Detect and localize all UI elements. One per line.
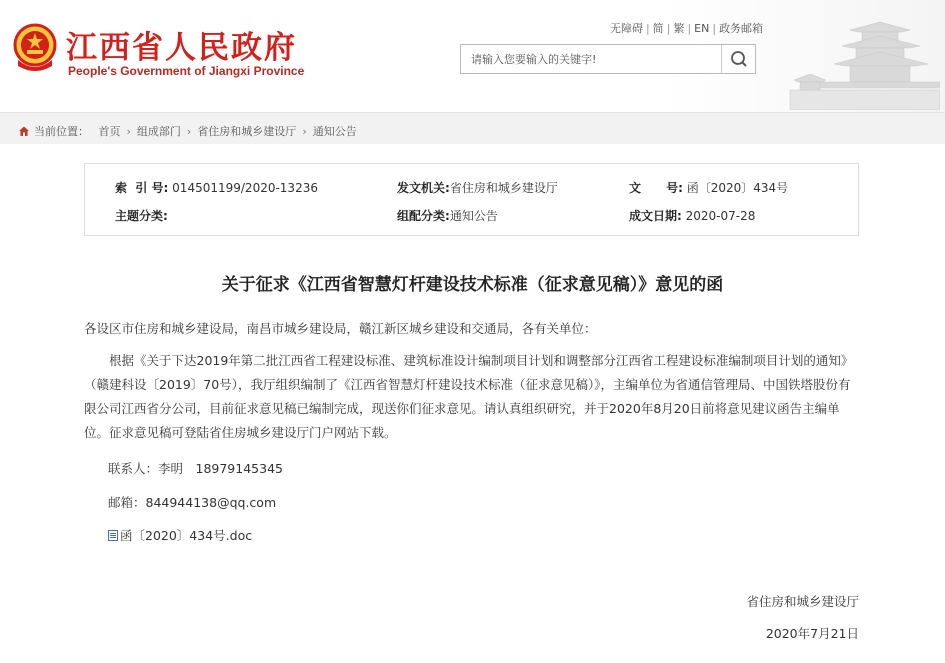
document-number: 文 号: 函〔2020〕434号 bbox=[629, 181, 789, 195]
issuing-authority: 发文机关:省住房和城乡建设厅 bbox=[397, 181, 558, 195]
document-info-box bbox=[84, 163, 859, 236]
search-input[interactable] bbox=[461, 45, 721, 73]
search-icon bbox=[722, 45, 756, 73]
signature-date: 2020年7月21日 bbox=[765, 626, 859, 641]
breadcrumb-notices[interactable]: 通知公告 bbox=[312, 125, 357, 138]
search-box bbox=[460, 44, 756, 74]
breadcrumb-departments[interactable]: 组成部门 bbox=[136, 125, 181, 138]
breadcrumb: 当前位置： 首页 › 组成部门 › 省住房和城乡建设厅 › 通知公告 bbox=[18, 123, 357, 139]
gov-mail-link[interactable]: 政务邮箱 bbox=[719, 22, 764, 35]
breadcrumb-housing-dept[interactable]: 省住房和城乡建设厅 bbox=[197, 125, 297, 138]
search-button[interactable] bbox=[721, 45, 755, 73]
topic-category: 主题分类: bbox=[115, 209, 168, 223]
contact-email: 邮箱：844944138@qq.com bbox=[108, 495, 277, 510]
breadcrumb-home[interactable]: 首页 bbox=[98, 125, 121, 138]
article-title: 关于征求《江西省智慧灯杆建设技术标准（征求意见稿）》意见的函 bbox=[221, 275, 724, 295]
contact-person: 联系人：李明 18979145345 bbox=[108, 461, 283, 476]
pavilion-illustration bbox=[780, 10, 940, 110]
national-emblem-icon bbox=[12, 22, 58, 74]
site-title[interactable]: 江西省人民政府 bbox=[66, 30, 297, 66]
english-link[interactable]: EN bbox=[694, 22, 710, 35]
site-subtitle: People's Government of Jiangxi Province bbox=[68, 64, 305, 78]
home-icon bbox=[18, 125, 30, 137]
site-header bbox=[0, 0, 945, 112]
attachment-link[interactable] bbox=[108, 524, 252, 548]
attachment-filename[interactable]: 函〔2020〕434号.doc bbox=[120, 528, 253, 543]
signature-organization: 省住房和城乡建设厅 bbox=[746, 594, 859, 609]
group-category: 组配分类:通知公告 bbox=[397, 209, 498, 223]
top-links: 无障碍 | 简 | 繁 | EN | 政务邮箱 bbox=[610, 22, 764, 35]
accessibility-link[interactable]: 无障碍 bbox=[610, 22, 643, 35]
salutation: 各设区市住房和城乡建设局，南昌市城乡建设局，赣江新区城乡建设和交通局，各有关单位： bbox=[84, 321, 597, 336]
index-number: 索 引 号: 014501199/2020-13236 bbox=[115, 181, 318, 195]
written-date: 成文日期: 2020-07-28 bbox=[629, 209, 756, 223]
simplified-chinese-link[interactable]: 简 bbox=[652, 22, 664, 35]
breadcrumb-label: 当前位置： bbox=[34, 125, 89, 138]
article-body: 根据《关于下达2019年第二批江西省工程建设标准、建筑标准设计编制项目计划和调整部分江西省工程建设标准编制项目计划的通知》（赣建科设〔2019〕70号），我厅组织编制了《江西省智慧灯杆建设技术标准（征求意见稿）》，主编单位为省通信管理局、中国铁塔股份有限公司江西省分公司，目前征求意见稿已编制完成，现送你们征求意见。请认真组织研究，并于2020年8月20日前将意见建议函告主编单位。征求意见稿可登陆省住房城乡建设厅门户网站下载。 bbox=[84, 353, 854, 440]
breadcrumb-bar bbox=[0, 112, 945, 144]
traditional-chinese-link[interactable]: 繁 bbox=[673, 22, 685, 35]
doc-file-icon bbox=[108, 530, 118, 541]
